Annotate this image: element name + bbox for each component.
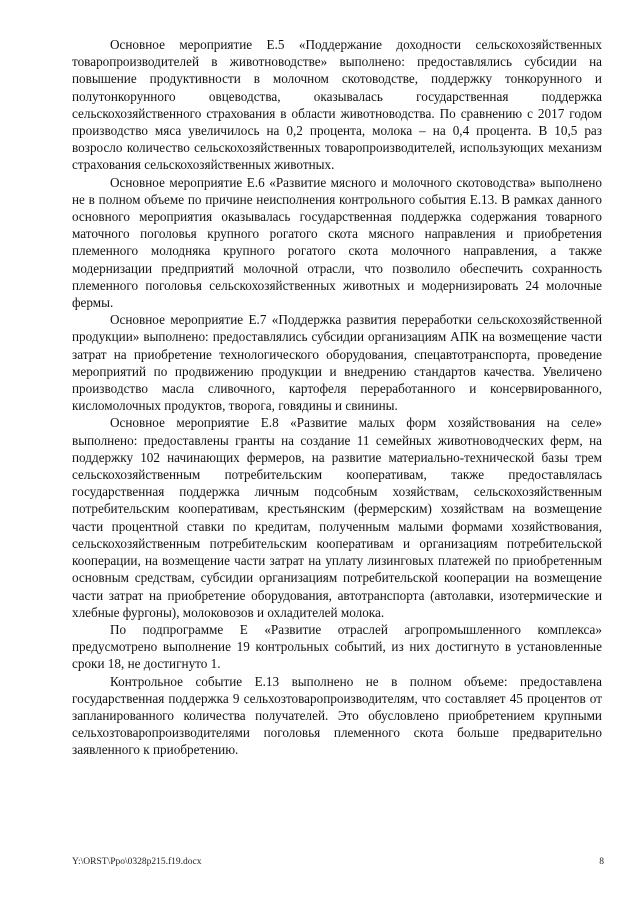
paragraph-e8: Основное мероприятие Е.8 «Развитие малых форм хозяйствования на селе» выполнено: предоставлены гранты на создание 11 семейных животноводческих ферм, на поддержку 102 начинающих фермеров, на развитие материально-технической базы трем сельскохозяйственным потребительским кооперативам, также предоставлялась государственная поддержка личным подсобным хозяйствам, сельскохозяйственным потребительским кооперативам, крестьянским (фермерским) хозяйствам на возмещение части процентной ставки по кредитам, полученным малыми формами хозяйствования, сельскохозяйственным потребительским кооперативам и организациям потребительской кооперации, на возмещение части затрат на уплату лизинговых платежей по приобретенным основным средствам, субсидии организациям потребительской кооперации на возмещение части затрат на приобретение оборудования, автотранспорта (автолавки, изотермические и хлебные фургоны), молоковозов и охладителей молока. (72, 415, 602, 620)
paragraph-control-event-e13: Контрольное событие Е.13 выполнено не в полном объеме: предоставлена государственная поддержка 9 сельхозтоваропроизводителям, что составляет 45 процентов от запланированного количества получателей. Это обусловлено приобретением крупными сельхозтоваропроизводителями поголовья племенного скота больше предварительно заявленного к приобретению. (72, 673, 602, 758)
paragraph-e6: Основное мероприятие Е.6 «Развитие мясного и молочного скотоводства» выполнено не в полном объеме по причине неисполнения контрольного события Е.13. В рамках данного основного мероприятия оказывалась государственная поддержка содержания товарного маточного поголовья крупного рогатого скота мясного направления и приобретения племенного молодняка крупного рогатого скота молочного направления, а также модернизации предприятий молочной отрасли, что позволило обеспечить сохранность племенного поголовья сельскохозяйственных животных и модернизировать 24 молочные фермы. (72, 174, 602, 311)
page-body (72, 36, 602, 759)
paragraph-e5: Основное мероприятие Е.5 «Поддержание доходности сельскохозяйственных товаропроизводителей в животноводстве» выполнено: предоставлялись субсидии на повышение продуктивности в молочном скотоводстве, поддержку тонкорунного и полутонкорунного овцеводства, оказывалась государственная поддержка сельскохозяйственного страхования в области животноводства. По сравнению с 2017 годом производство мяса увеличилось на 0,2 процента, молока – на 0,4 процента. В 10,5 раз возросло количество сельскохозяйственных товаропроизводителей, использующих механизм страхования сельскохозяйственных животных. (72, 37, 602, 173)
paragraph-subprogram-e: По подпрограмме Е «Развитие отраслей агропромышленного комплекса» предусмотрено выполнение 19 контрольных событий, из них достигнуто в установленные сроки 18, не достигнуто 1. (72, 621, 602, 672)
paragraph-e7: Основное мероприятие Е.7 «Поддержка развития переработки сельскохозяйственной продукции» выполнено: предоставлялись субсидии организациям АПК на возмещение части затрат на приобретение технологического оборудования, спецавтотранспорта, проведение мероприятий по продвижению продукции и внедрению стандартов качества. Увеличено производство масла сливочного, картофеля переработанного и консервированного, кисломолочных продуктов, творога, говядины и свинины. (72, 312, 602, 414)
page-footer (72, 856, 604, 868)
footer-page-number: 8 (599, 857, 604, 867)
footer-file-path: Y:\ORST\Ppo\0328p215.f19.docx (72, 857, 202, 867)
